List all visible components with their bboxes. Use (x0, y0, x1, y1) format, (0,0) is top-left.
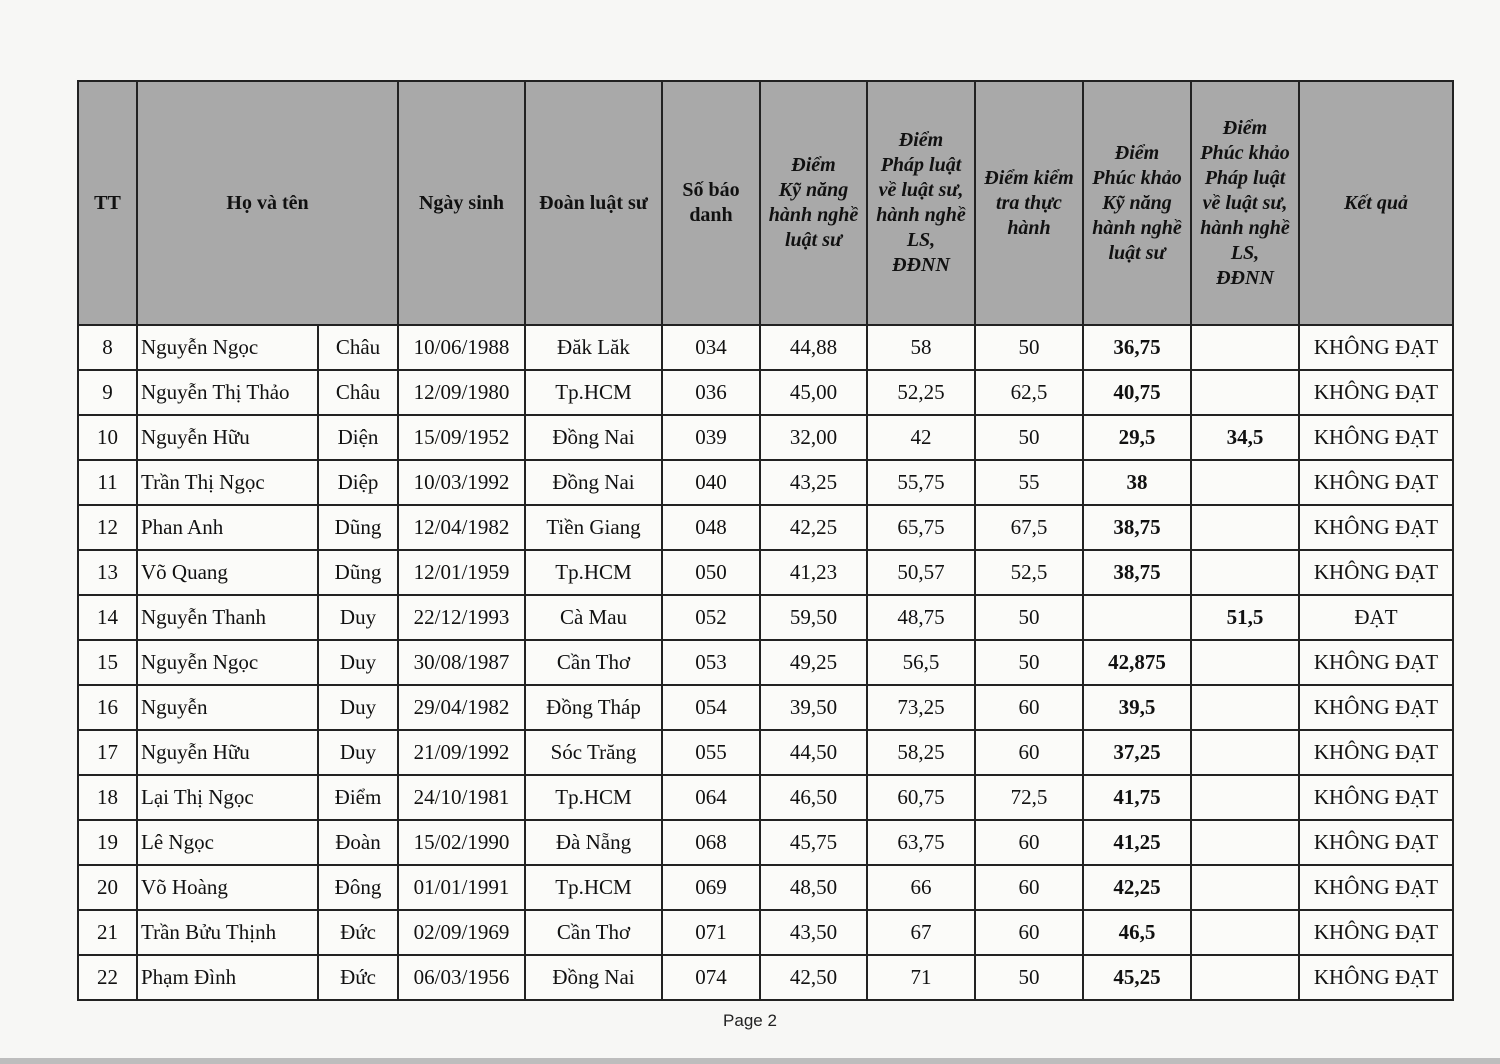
cell-candidate-number: 048 (662, 505, 760, 550)
cell-result: KHÔNG ĐẠT (1299, 685, 1453, 730)
cell-given-name: Châu (318, 325, 398, 370)
cell-practice-score: 52,5 (975, 550, 1083, 595)
results-table (77, 80, 1454, 1001)
cell-bar-association: Cần Thơ (525, 640, 662, 685)
cell-practice-score: 60 (975, 730, 1083, 775)
cell-review-skill-score: 41,75 (1083, 775, 1191, 820)
cell-law-score: 58,25 (867, 730, 975, 775)
cell-given-name: Đức (318, 955, 398, 1000)
cell-skill-score: 46,50 (760, 775, 867, 820)
cell-tt: 12 (78, 505, 137, 550)
cell-skill-score: 43,25 (760, 460, 867, 505)
cell-practice-score: 50 (975, 415, 1083, 460)
cell-bar-association: Sóc Trăng (525, 730, 662, 775)
cell-bar-association: Cần Thơ (525, 910, 662, 955)
cell-surname: Nguyễn Ngọc (137, 325, 318, 370)
table-row (78, 910, 1453, 955)
cell-result: KHÔNG ĐẠT (1299, 640, 1453, 685)
cell-surname: Nguyễn Hữu (137, 730, 318, 775)
cell-result: KHÔNG ĐẠT (1299, 910, 1453, 955)
table-row (78, 640, 1453, 685)
cell-given-name: Đức (318, 910, 398, 955)
cell-review-skill-score: 41,25 (1083, 820, 1191, 865)
cell-law-score: 60,75 (867, 775, 975, 820)
cell-review-skill-score: 42,25 (1083, 865, 1191, 910)
cell-review-law-score (1191, 955, 1299, 1000)
cell-practice-score: 72,5 (975, 775, 1083, 820)
cell-review-skill-score: 37,25 (1083, 730, 1191, 775)
cell-review-law-score (1191, 685, 1299, 730)
cell-dob: 15/02/1990 (398, 820, 525, 865)
cell-surname: Phan Anh (137, 505, 318, 550)
cell-tt: 19 (78, 820, 137, 865)
cell-given-name: Duy (318, 640, 398, 685)
cell-skill-score: 45,00 (760, 370, 867, 415)
cell-bar-association: Đồng Nai (525, 415, 662, 460)
cell-dob: 12/04/1982 (398, 505, 525, 550)
cell-review-law-score (1191, 820, 1299, 865)
cell-dob: 29/04/1982 (398, 685, 525, 730)
cell-review-skill-score: 36,75 (1083, 325, 1191, 370)
cell-dob: 24/10/1981 (398, 775, 525, 820)
cell-review-skill-score: 39,5 (1083, 685, 1191, 730)
cell-bar-association: Đồng Tháp (525, 685, 662, 730)
cell-review-law-score: 34,5 (1191, 415, 1299, 460)
table-row (78, 955, 1453, 1000)
cell-law-score: 55,75 (867, 460, 975, 505)
cell-skill-score: 32,00 (760, 415, 867, 460)
cell-skill-score: 41,23 (760, 550, 867, 595)
cell-tt: 14 (78, 595, 137, 640)
header-result: Kết quả (1299, 81, 1453, 325)
cell-review-law-score (1191, 640, 1299, 685)
cell-law-score: 67 (867, 910, 975, 955)
cell-candidate-number: 071 (662, 910, 760, 955)
cell-given-name: Duy (318, 595, 398, 640)
table-row (78, 325, 1453, 370)
cell-practice-score: 60 (975, 685, 1083, 730)
table-row (78, 370, 1453, 415)
cell-skill-score: 59,50 (760, 595, 867, 640)
cell-given-name: Điểm (318, 775, 398, 820)
cell-result: KHÔNG ĐẠT (1299, 460, 1453, 505)
cell-given-name: Diện (318, 415, 398, 460)
cell-result: KHÔNG ĐẠT (1299, 415, 1453, 460)
cell-result: KHÔNG ĐẠT (1299, 820, 1453, 865)
cell-tt: 8 (78, 325, 137, 370)
cell-review-skill-score (1083, 595, 1191, 640)
cell-skill-score: 43,50 (760, 910, 867, 955)
cell-candidate-number: 052 (662, 595, 760, 640)
cell-given-name: Dũng (318, 550, 398, 595)
table-row (78, 820, 1453, 865)
cell-candidate-number: 055 (662, 730, 760, 775)
cell-candidate-number: 069 (662, 865, 760, 910)
cell-bar-association: Đăk Lăk (525, 325, 662, 370)
table-row (78, 775, 1453, 820)
cell-given-name: Đông (318, 865, 398, 910)
header-tt: TT (78, 81, 137, 325)
cell-skill-score: 48,50 (760, 865, 867, 910)
scan-edge (0, 1058, 1500, 1064)
header-dob: Ngày sinh (398, 81, 525, 325)
cell-law-score: 66 (867, 865, 975, 910)
cell-result: KHÔNG ĐẠT (1299, 865, 1453, 910)
cell-practice-score: 50 (975, 325, 1083, 370)
cell-dob: 01/01/1991 (398, 865, 525, 910)
cell-given-name: Đoàn (318, 820, 398, 865)
cell-review-law-score (1191, 505, 1299, 550)
cell-given-name: Châu (318, 370, 398, 415)
cell-surname: Phạm Đình (137, 955, 318, 1000)
cell-review-law-score (1191, 460, 1299, 505)
cell-dob: 06/03/1956 (398, 955, 525, 1000)
cell-review-skill-score: 40,75 (1083, 370, 1191, 415)
cell-surname: Lê Ngọc (137, 820, 318, 865)
cell-bar-association: Tp.HCM (525, 370, 662, 415)
cell-result: KHÔNG ĐẠT (1299, 955, 1453, 1000)
cell-practice-score: 50 (975, 955, 1083, 1000)
cell-tt: 20 (78, 865, 137, 910)
cell-practice-score: 60 (975, 865, 1083, 910)
cell-surname: Nguyễn Thanh (137, 595, 318, 640)
header-review-law-score: Điểm Phúc khảo Pháp luật về luật sư, hành nghề LS, ĐĐNN (1191, 81, 1299, 325)
cell-tt: 22 (78, 955, 137, 1000)
cell-candidate-number: 040 (662, 460, 760, 505)
table-row (78, 595, 1453, 640)
cell-dob: 12/01/1959 (398, 550, 525, 595)
cell-law-score: 73,25 (867, 685, 975, 730)
cell-bar-association: Cà Mau (525, 595, 662, 640)
cell-bar-association: Tp.HCM (525, 550, 662, 595)
cell-review-skill-score: 38,75 (1083, 550, 1191, 595)
cell-review-skill-score: 29,5 (1083, 415, 1191, 460)
cell-tt: 11 (78, 460, 137, 505)
cell-dob: 10/03/1992 (398, 460, 525, 505)
cell-review-skill-score: 46,5 (1083, 910, 1191, 955)
cell-dob: 30/08/1987 (398, 640, 525, 685)
cell-review-law-score (1191, 370, 1299, 415)
table-row (78, 865, 1453, 910)
cell-practice-score: 67,5 (975, 505, 1083, 550)
cell-candidate-number: 039 (662, 415, 760, 460)
cell-law-score: 50,57 (867, 550, 975, 595)
table-row (78, 550, 1453, 595)
cell-review-law-score: 51,5 (1191, 595, 1299, 640)
page-number: Page 2 (723, 1011, 777, 1030)
cell-skill-score: 49,25 (760, 640, 867, 685)
cell-candidate-number: 034 (662, 325, 760, 370)
cell-candidate-number: 050 (662, 550, 760, 595)
cell-practice-score: 50 (975, 640, 1083, 685)
cell-tt: 18 (78, 775, 137, 820)
cell-practice-score: 55 (975, 460, 1083, 505)
cell-given-name: Duy (318, 730, 398, 775)
cell-dob: 22/12/1993 (398, 595, 525, 640)
header-bar-association: Đoàn luật sư (525, 81, 662, 325)
cell-candidate-number: 074 (662, 955, 760, 1000)
cell-bar-association: Tp.HCM (525, 775, 662, 820)
cell-law-score: 71 (867, 955, 975, 1000)
cell-skill-score: 45,75 (760, 820, 867, 865)
cell-dob: 12/09/1980 (398, 370, 525, 415)
cell-dob: 10/06/1988 (398, 325, 525, 370)
cell-skill-score: 39,50 (760, 685, 867, 730)
cell-law-score: 65,75 (867, 505, 975, 550)
cell-review-skill-score: 45,25 (1083, 955, 1191, 1000)
cell-review-law-score (1191, 325, 1299, 370)
header-row (78, 81, 1453, 325)
cell-review-skill-score: 38 (1083, 460, 1191, 505)
cell-law-score: 42 (867, 415, 975, 460)
table-row (78, 505, 1453, 550)
cell-surname: Nguyễn Hữu (137, 415, 318, 460)
cell-surname: Nguyễn (137, 685, 318, 730)
cell-law-score: 48,75 (867, 595, 975, 640)
cell-given-name: Dũng (318, 505, 398, 550)
cell-practice-score: 60 (975, 820, 1083, 865)
cell-result: ĐẠT (1299, 595, 1453, 640)
cell-bar-association: Đồng Nai (525, 460, 662, 505)
cell-skill-score: 44,88 (760, 325, 867, 370)
cell-result: KHÔNG ĐẠT (1299, 730, 1453, 775)
cell-surname: Võ Hoàng (137, 865, 318, 910)
cell-tt: 9 (78, 370, 137, 415)
cell-dob: 21/09/1992 (398, 730, 525, 775)
results-table-body (78, 325, 1453, 1000)
cell-bar-association: Đà Nẵng (525, 820, 662, 865)
cell-review-law-score (1191, 865, 1299, 910)
cell-candidate-number: 054 (662, 685, 760, 730)
cell-bar-association: Tp.HCM (525, 865, 662, 910)
cell-surname: Lại Thị Ngọc (137, 775, 318, 820)
cell-bar-association: Đồng Nai (525, 955, 662, 1000)
cell-skill-score: 42,50 (760, 955, 867, 1000)
cell-review-skill-score: 42,875 (1083, 640, 1191, 685)
cell-candidate-number: 053 (662, 640, 760, 685)
cell-bar-association: Tiền Giang (525, 505, 662, 550)
cell-tt: 16 (78, 685, 137, 730)
cell-given-name: Duy (318, 685, 398, 730)
table-row (78, 460, 1453, 505)
cell-practice-score: 62,5 (975, 370, 1083, 415)
table-row (78, 685, 1453, 730)
cell-result: KHÔNG ĐẠT (1299, 775, 1453, 820)
cell-skill-score: 42,25 (760, 505, 867, 550)
cell-law-score: 63,75 (867, 820, 975, 865)
cell-result: KHÔNG ĐẠT (1299, 505, 1453, 550)
cell-dob: 02/09/1969 (398, 910, 525, 955)
cell-candidate-number: 064 (662, 775, 760, 820)
cell-tt: 10 (78, 415, 137, 460)
cell-law-score: 56,5 (867, 640, 975, 685)
table-row (78, 730, 1453, 775)
cell-practice-score: 60 (975, 910, 1083, 955)
cell-candidate-number: 068 (662, 820, 760, 865)
cell-dob: 15/09/1952 (398, 415, 525, 460)
cell-skill-score: 44,50 (760, 730, 867, 775)
header-skill-score: Điểm Kỹ năng hành nghề luật sư (760, 81, 867, 325)
cell-result: KHÔNG ĐẠT (1299, 370, 1453, 415)
cell-surname: Võ Quang (137, 550, 318, 595)
header-practice-score: Điểm kiểm tra thực hành (975, 81, 1083, 325)
cell-surname: Trần Bửu Thịnh (137, 910, 318, 955)
cell-law-score: 52,25 (867, 370, 975, 415)
cell-surname: Nguyễn Thị Thảo (137, 370, 318, 415)
cell-tt: 21 (78, 910, 137, 955)
cell-result: KHÔNG ĐẠT (1299, 325, 1453, 370)
cell-candidate-number: 036 (662, 370, 760, 415)
cell-law-score: 58 (867, 325, 975, 370)
cell-tt: 15 (78, 640, 137, 685)
cell-review-law-score (1191, 910, 1299, 955)
header-law-score: Điểm Pháp luật về luật sư, hành nghề LS, ĐĐNN (867, 81, 975, 325)
cell-review-law-score (1191, 730, 1299, 775)
table-row (78, 415, 1453, 460)
cell-tt: 13 (78, 550, 137, 595)
cell-given-name: Diệp (318, 460, 398, 505)
cell-result: KHÔNG ĐẠT (1299, 550, 1453, 595)
header-review-skill-score: Điểm Phúc khảo Kỹ năng hành nghề luật sư (1083, 81, 1191, 325)
header-name: Họ và tên (137, 81, 398, 325)
cell-review-law-score (1191, 775, 1299, 820)
cell-surname: Nguyễn Ngọc (137, 640, 318, 685)
cell-practice-score: 50 (975, 595, 1083, 640)
cell-surname: Trần Thị Ngọc (137, 460, 318, 505)
cell-tt: 17 (78, 730, 137, 775)
cell-review-skill-score: 38,75 (1083, 505, 1191, 550)
header-candidate-number: Số báo danh (662, 81, 760, 325)
cell-review-law-score (1191, 550, 1299, 595)
